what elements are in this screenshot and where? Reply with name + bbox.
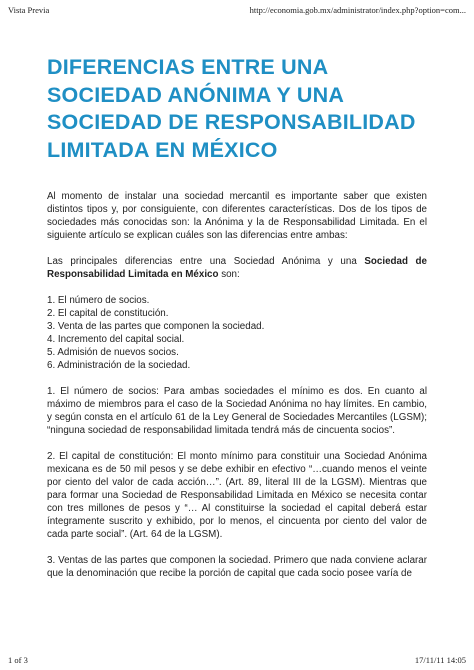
list-item: 1. El número de socios. (47, 295, 150, 306)
header-app-name: Vista Previa (8, 5, 50, 15)
lead-text: Las principales diferencias entre una Sociedad Anónima y una (47, 256, 365, 267)
document-body (47, 54, 427, 580)
list-item: 6. Administración de la sociedad. (47, 360, 191, 371)
detail-paragraph-socios: 1. El número de socios: Para ambas sociedades el mínimo es dos. En cuanto al máximo de miembros para el caso de la Sociedad Anónima no hay límites. En cambio, y según consta en el artículo 61 de la Ley General de Sociedades Mercantiles (LGSM); “ninguna sociedad de responsabilidad limitada tendrá más de cincuenta socios”. (47, 386, 427, 436)
print-header (8, 5, 466, 15)
list-item: 5. Admisión de nuevos socios. (47, 347, 179, 358)
list-item: 4. Incremento del capital social. (47, 334, 185, 345)
lead-suffix: son: (218, 269, 240, 280)
lead-paragraph (47, 255, 427, 281)
list-item: 2. El capital de constitución. (47, 308, 169, 319)
header-url: http://economia.gob.mx/administrator/index.php?option=com... (249, 5, 466, 15)
lead-bold-text: Sociedad de Responsabilidad Limitada en México (47, 256, 427, 280)
detail-paragraph-capital: 2. El capital de constitución: El monto mínimo para constituir una Sociedad Anónima mexicana es de 50 mil pesos y se debe exhibir en efectivo “…cuando menos el veinte por ciento del valor de cada acción…”. (Art. 89, literal III de la LGSM). Mientras que para formar una Sociedad de Responsabilidad Limitada en México se necesita contar con tres millones de pesos y “… Al constituirse la sociedad el capital deberá estar íntegramente suscrito y exhibido, por lo menos, el cincuenta por ciento del valor de cada parte social”. (Art. 64 de la LGSM). (47, 451, 427, 540)
intro-paragraph: Al momento de instalar una sociedad mercantil es importante saber que existen distintos tipos y, por consiguiente, con diferentes características. Dos de los tipos de sociedades más conocidas son: la Anónima y la de Responsabilidad Limitada. En el siguiente artículo se explican cuáles son las diferencias entre ambas: (47, 191, 427, 241)
print-footer (8, 655, 466, 665)
detail-paragraph-ventas: 3. Ventas de las partes que componen la sociedad. Primero que nada conviene aclarar que la denominación que recibe la porción de capital que cada socio posee varía de (47, 555, 427, 579)
print-timestamp: 17/11/11 14:05 (414, 655, 466, 665)
page-number: 1 of 3 (8, 655, 28, 665)
list-item: 3. Venta de las partes que componen la sociedad. (47, 321, 265, 332)
document-title: DIFERENCIAS ENTRE UNA SOCIEDAD ANÓNIMA Y UNA SOCIEDAD DE RESPONSABILIDAD LIMITADA EN MÉXICO (47, 55, 416, 162)
differences-list (47, 294, 427, 372)
